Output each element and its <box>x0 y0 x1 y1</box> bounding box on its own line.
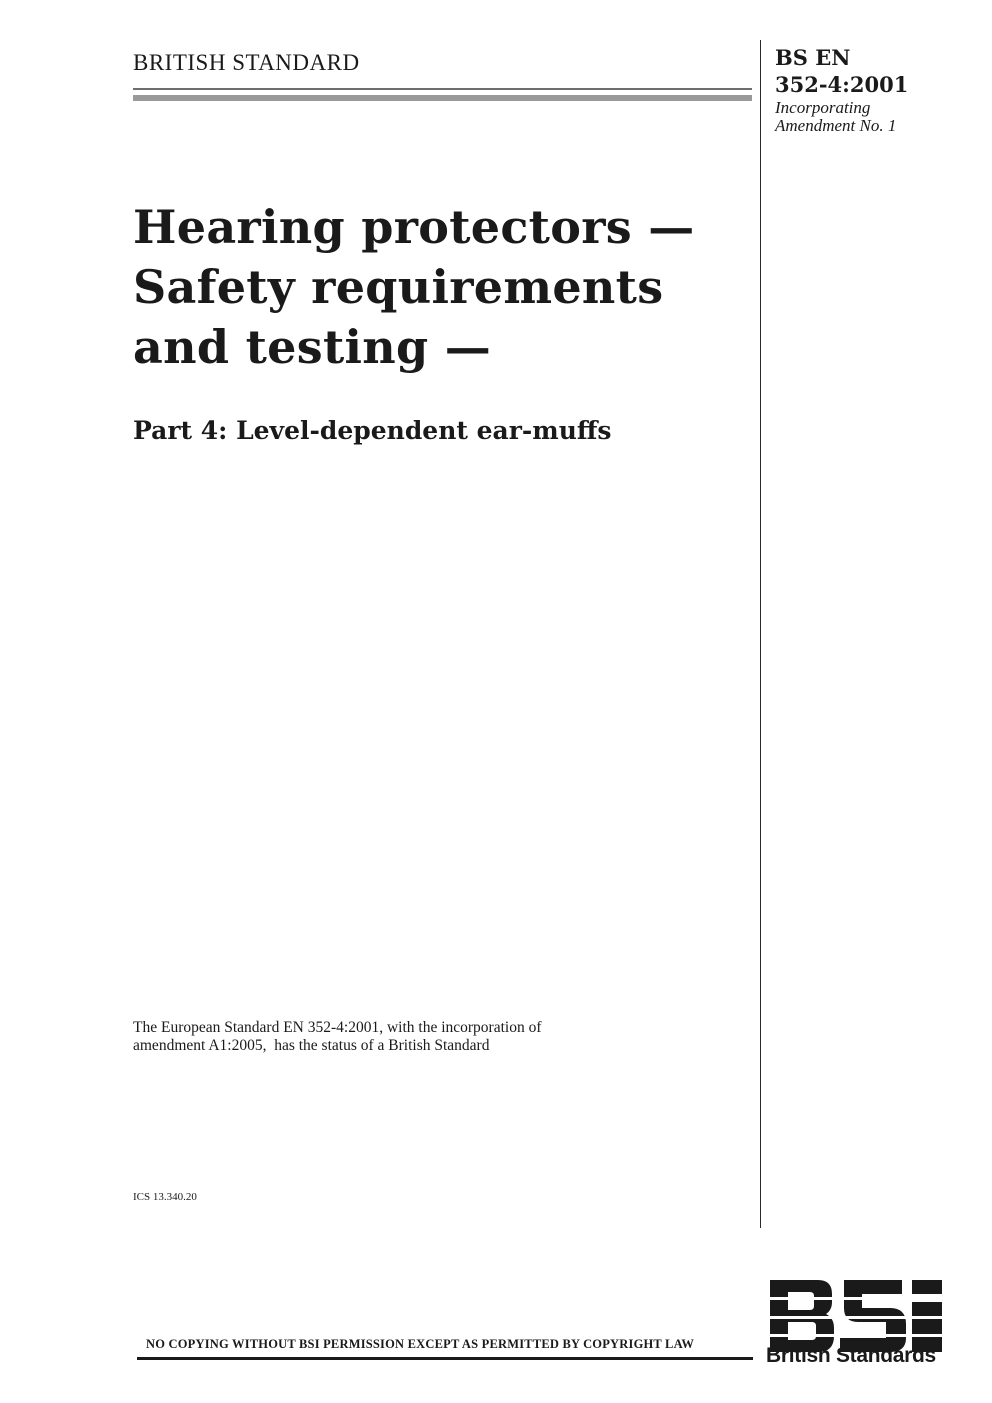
logo-caption: British Standards <box>766 1344 936 1367</box>
title-line2: Safety requirements <box>133 260 664 314</box>
standard-number-line1: BS EN <box>775 45 851 70</box>
ics-code: ICS 13.340.20 <box>133 1191 197 1203</box>
standard-number <box>775 44 975 98</box>
document-title <box>133 197 743 377</box>
status-line2: amendment A1:2005, has the status of a British Standard <box>133 1037 490 1054</box>
amendment-note <box>775 99 975 135</box>
amendment-note-line1: Incorporating <box>775 98 871 117</box>
document-type-label: BRITISH STANDARD <box>133 50 360 75</box>
title-line3: and testing — <box>133 320 492 374</box>
status-statement <box>133 1019 693 1055</box>
part-title: Part 4: Level-dependent ear-muffs <box>133 416 612 445</box>
standard-number-line2: 352-4:2001 <box>775 72 909 97</box>
title-line1: Hearing protectors — <box>133 200 695 254</box>
sidebar-divider <box>760 40 761 1228</box>
amendment-note-line2: Amendment No. 1 <box>775 116 897 135</box>
copyright-notice: NO COPYING WITHOUT BSI PERMISSION EXCEPT AS PERMITTED BY COPYRIGHT LAW <box>146 1337 695 1351</box>
status-line1: The European Standard EN 352-4:2001, with the incorporation of <box>133 1019 542 1036</box>
header-rule-thick <box>133 95 752 101</box>
header-rule-thin <box>133 88 752 90</box>
footer-rule <box>137 1357 753 1360</box>
